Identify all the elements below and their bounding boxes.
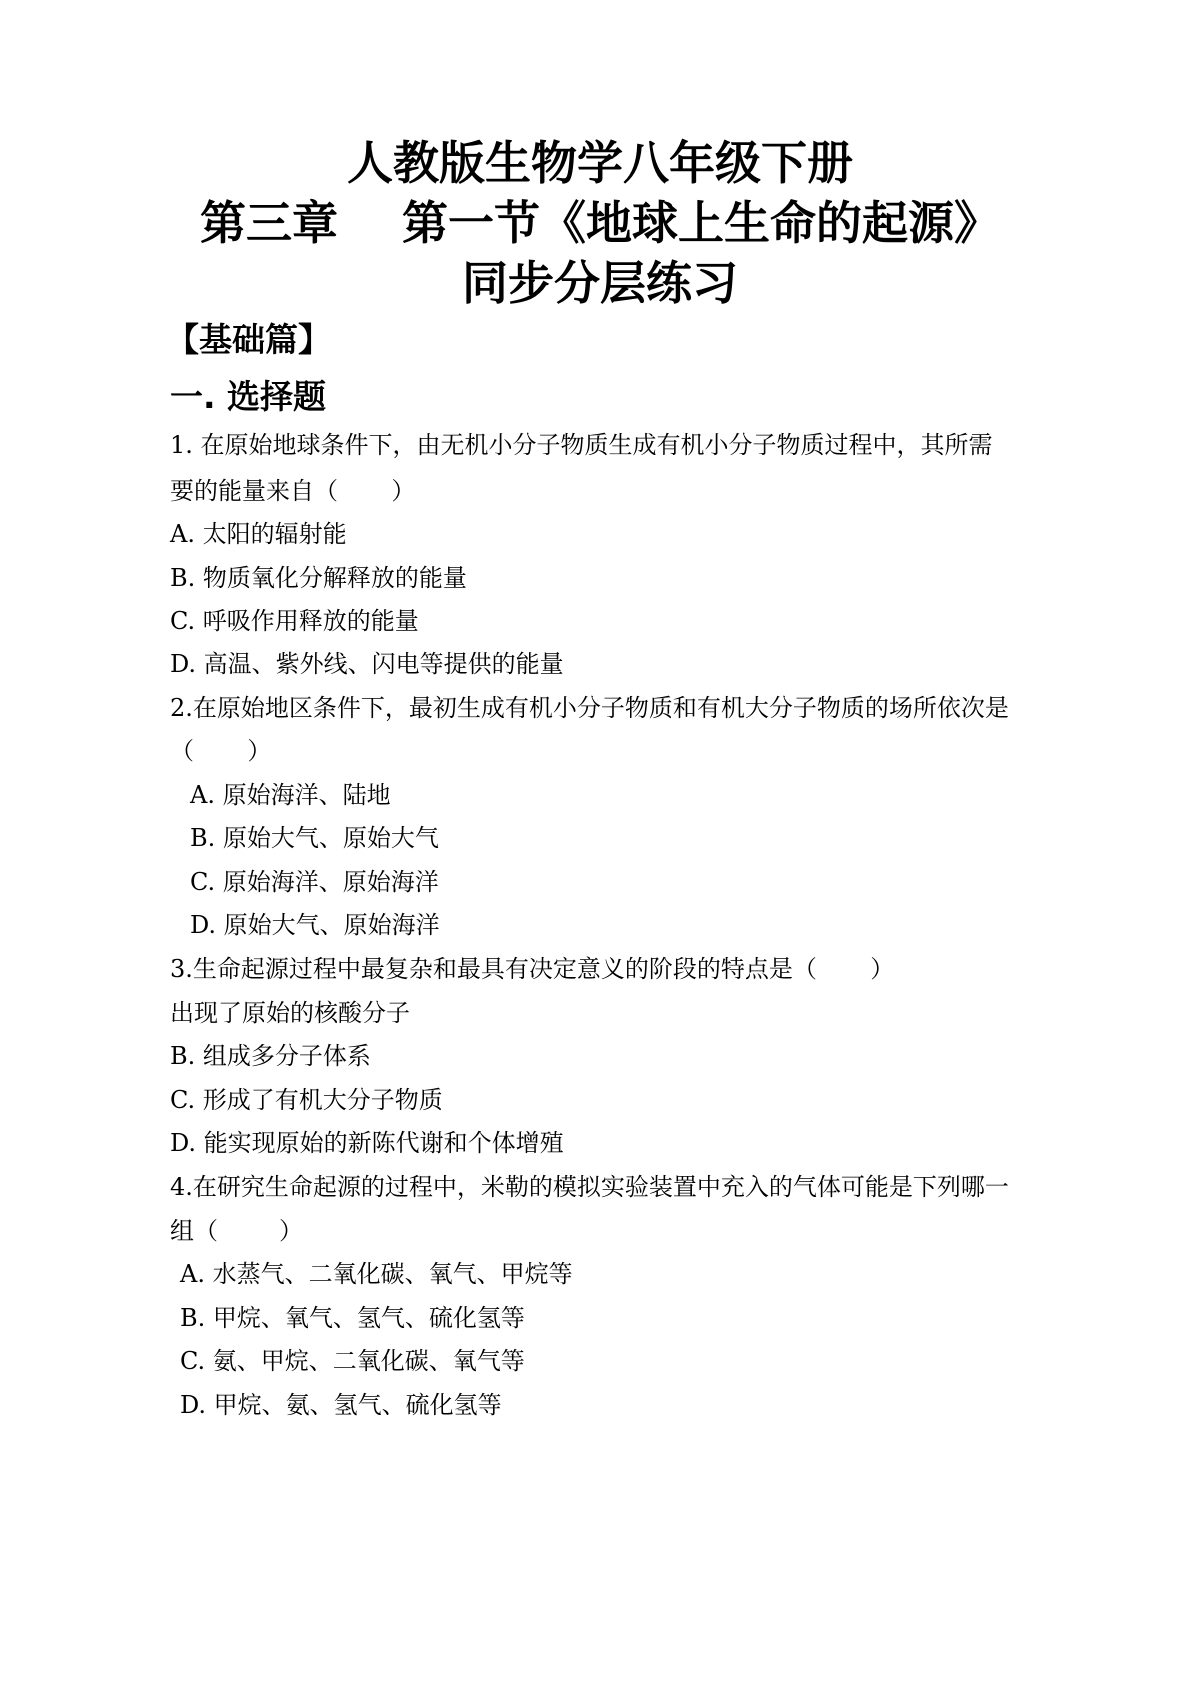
answer-option: B. 甲烷、氧气、氢气、硫化氢等 xyxy=(180,1304,525,1332)
answer-option: B. 组成多分子体系 xyxy=(170,1042,371,1070)
subsection-heading: 一. 选择题 xyxy=(170,377,327,416)
document-title-line-1: 人教版生物学八年级下册 xyxy=(347,136,853,190)
answer-option: C. 形成了有机大分子物质 xyxy=(170,1086,443,1114)
question-stem-line: 4.在研究生命起源的过程中，米勒的模拟实验装置中充入的气体可能是下列哪一 xyxy=(170,1173,1009,1201)
question-stem-line: 3.生命起源过程中最复杂和最具有决定意义的阶段的特点是（ ） xyxy=(170,955,895,983)
answer-option: 出现了原始的核酸分子 xyxy=(170,999,410,1027)
answer-option: C. 氨、甲烷、二氧化碳、氧气等 xyxy=(180,1347,525,1375)
section-heading: 【基础篇】 xyxy=(166,320,331,359)
document-title-line-2: 第三章 第一节《地球上生命的起源》 xyxy=(199,196,1001,250)
answer-option: D. 原始大气、原始海洋 xyxy=(190,911,440,939)
answer-option: D. 高温、紫外线、闪电等提供的能量 xyxy=(170,650,564,678)
answer-option: C. 原始海洋、原始海洋 xyxy=(190,868,439,896)
answer-option: D. 能实现原始的新陈代谢和个体增殖 xyxy=(170,1129,564,1157)
question-stem-line: （ ） xyxy=(170,737,272,765)
answer-option: A. 水蒸气、二氧化碳、氧气、甲烷等 xyxy=(180,1260,573,1288)
question-stem-line: 要的能量来自（ ） xyxy=(170,477,416,505)
document-title-line-3: 同步分层练习 xyxy=(462,256,738,310)
answer-option: A. 太阳的辐射能 xyxy=(170,520,347,548)
answer-option: D. 甲烷、氨、氢气、硫化氢等 xyxy=(180,1391,502,1419)
answer-option: B. 物质氧化分解释放的能量 xyxy=(170,564,467,592)
question-stem-line: 1. 在原始地球条件下，由无机小分子物质生成有机小分子物质过程中，其所需 xyxy=(170,431,993,459)
question-stem-line: 组（ ） xyxy=(170,1217,304,1245)
answer-option: A. 原始海洋、陆地 xyxy=(190,781,391,809)
answer-option: B. 原始大气、原始大气 xyxy=(190,824,439,852)
answer-option: C. 呼吸作用释放的能量 xyxy=(170,607,419,635)
question-stem-line: 2.在原始地区条件下，最初生成有机小分子物质和有机大分子物质的场所依次是 xyxy=(170,694,1009,722)
